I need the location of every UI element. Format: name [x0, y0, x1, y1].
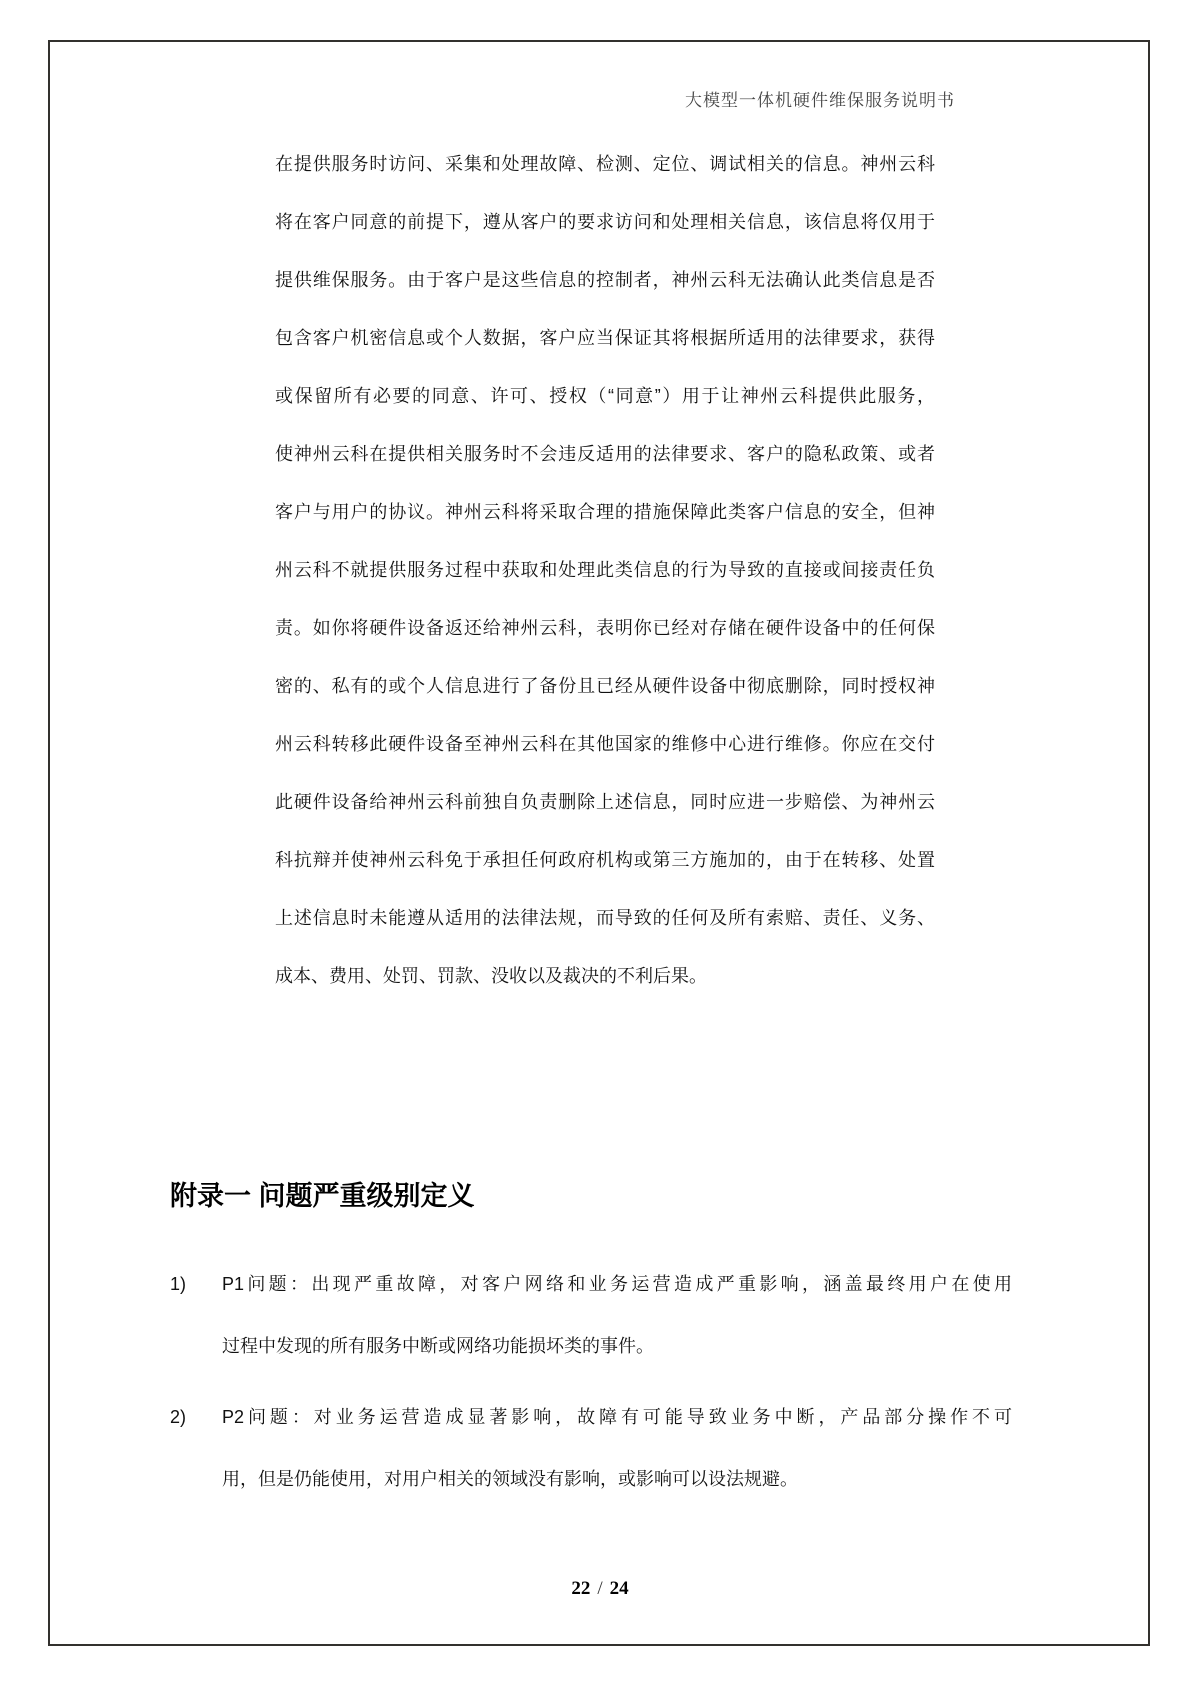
list-item-p1	[170, 1253, 1012, 1377]
paragraph-line: 客户与用户的协议。神州云科将采取合理的措施保障此类客户信息的安全，但神	[275, 502, 935, 522]
paragraph-line: 使神州云科在提供相关服务时不会违反适用的法律要求、客户的隐私政策、或者	[275, 444, 935, 464]
paragraph-line: 在提供服务时访问、采集和处理故障、检测、定位、调试相关的信息。神州云科	[275, 154, 935, 174]
appendix-heading: 附录一 问题严重级别定义	[170, 1181, 475, 1211]
paragraph-line: 将在客户同意的前提下，遵从客户的要求访问和处理相关信息，该信息将仅用于	[275, 212, 935, 232]
body-paragraph	[275, 135, 935, 1005]
paragraph-line: 此硬件设备给神州云科前独自负责删除上述信息，同时应进一步赔偿、为神州云	[275, 792, 935, 812]
list-item-line: 过程中发现的所有服务中断或网络功能损坏类的事件。	[222, 1336, 654, 1356]
list-item-line: P2问题：对业务运营造成显著影响，故障有可能导致业务中断，产品部分操作不可	[222, 1407, 1012, 1427]
current-page-number: 22	[571, 1578, 591, 1599]
list-item-text	[222, 1253, 1012, 1377]
paragraph-line: 或保留所有必要的同意、许可、授权（“同意”）用于让神州云科提供此服务，	[275, 386, 935, 406]
page-footer	[0, 1578, 1200, 1600]
list-item-marker: 1)	[170, 1274, 187, 1294]
list-item-line: P1问题：出现严重故障，对客户网络和业务运营造成严重影响，涵盖最终用户在使用	[222, 1274, 1012, 1294]
list-item-text	[222, 1386, 1012, 1510]
list-item-marker: 2)	[170, 1407, 187, 1427]
paragraph-line: 科抗辩并使神州云科免于承担任何政府机构或第三方施加的，由于在转移、处置	[275, 850, 935, 870]
list-item-p2	[170, 1386, 1012, 1510]
paragraph-line: 提供维保服务。由于客户是这些信息的控制者，神州云科无法确认此类信息是否	[275, 270, 935, 290]
paragraph-line: 州云科不就提供服务过程中获取和处理此类信息的行为导致的直接或间接责任负	[275, 560, 935, 580]
total-page-number: 24	[609, 1578, 629, 1599]
page-header-title: 大模型一体机硬件维保服务说明书	[685, 91, 955, 110]
paragraph-line: 责。如你将硬件设备返还给神州云科，表明你已经对存储在硬件设备中的任何保	[275, 618, 935, 638]
paragraph-line: 成本、费用、处罚、罚款、没收以及裁决的不利后果。	[275, 966, 707, 986]
list-item-line: 用，但是仍能使用，对用户相关的领域没有影响，或影响可以设法规避。	[222, 1469, 798, 1489]
paragraph-line: 密的、私有的或个人信息进行了备份且已经从硬件设备中彻底删除，同时授权神	[275, 676, 935, 696]
page-number-separator: /	[597, 1578, 603, 1599]
paragraph-line: 州云科转移此硬件设备至神州云科在其他国家的维修中心进行维修。你应在交付	[275, 734, 935, 754]
paragraph-line: 上述信息时未能遵从适用的法律法规，而导致的任何及所有索赔、责任、义务、	[275, 908, 935, 928]
paragraph-line: 包含客户机密信息或个人数据，客户应当保证其将根据所适用的法律要求，获得	[275, 328, 935, 348]
